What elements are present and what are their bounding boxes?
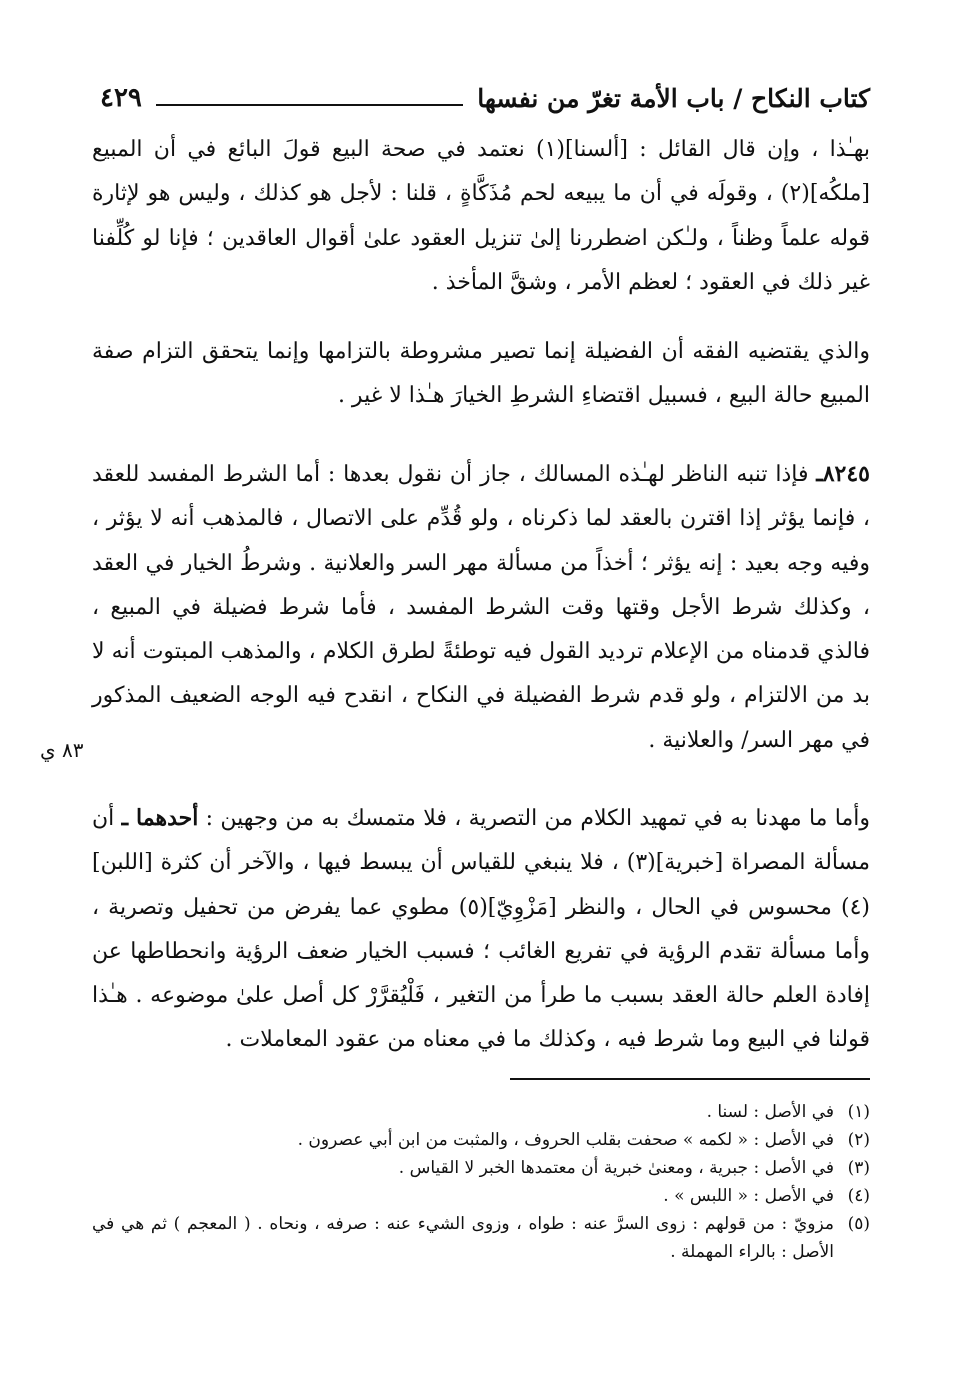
paragraph-3-text: فإذا تنبه الناظر لهـٰذه المسالك ، جاز أن نقول بعدها : أما الشرط المفسد للعقد ، فإنما يؤثر إذا اقترن بالعقد لما ذكرناه ، ولو قُدِّم على الاتصال ، فالمذهب أنه لا يؤثر ، وفيه وجه بعيد : إنه يؤثر ؛ أخذاً من مسألة مهر السر والعلانية . وشرطُ الخيار في العقد ، وكذلك شرط الأجل وقتها وقت الشرط المفسد ، فأما شرط فضيلة في المبيع ، فالذي قدمناه من الإعلام ترديد القول فيه توطئةً لطرق الكلام ، والمذهب المبتوت أنه لا بد من الالتزام ، ولو قدم شرط الفضيلة في النكاح ، انقدح فيه الوجه الضعيف المذكور في مهر السر/ والعلانية .	[92, 462, 870, 753]
footnote-text: في الأصل : جبرية ، ومعنىٰ خبرية أن معتمدها الخبر لا القياس .	[398, 1158, 834, 1178]
paragraph-1	[92, 128, 870, 305]
footnote	[92, 1182, 870, 1210]
page-number: ٤٢٩	[100, 83, 142, 113]
footnote-number: (٢)	[847, 1130, 870, 1150]
paragraph-1-text: بهـٰذا ، وإن قال القائل : [ألسنا](١) نعتمد في صحة البيع قولَ البائع في أن المبيع [ملكُه](٢) ، وقولَه في أن ما يبيعه لحم مُذَكَّاةٍ ، قلنا : لأجل هو كذلك ، وليس هو لإثارة قوله علماً وظناً ، ولـٰكن اضطررنا إلىٰ تنزيل العقود علىٰ أقوال العاقدين ؛ فإنا لو كُلِّفنا غير ذلك في العقود ؛ لعظم الأمر ، وشقَّ المأخذ .	[92, 137, 870, 295]
footnote-number: (٣)	[847, 1158, 870, 1178]
footnote-text: في الأصل : لسنا .	[706, 1102, 834, 1122]
footnote	[92, 1154, 870, 1182]
running-header	[100, 78, 870, 118]
footnote-rule	[510, 1078, 870, 1080]
footnotes	[92, 1098, 870, 1266]
footnote	[92, 1098, 870, 1126]
footnote-number: (٤)	[847, 1186, 870, 1206]
footnote	[92, 1210, 870, 1266]
header-title: كتاب النكاح / باب الأمة تغرّ من نفسها	[477, 83, 870, 113]
footnote-text: في الأصل : « لكمه » صحفت بقلب الحروف ، والمثبت من ابن أبي عصرون .	[297, 1130, 834, 1150]
paragraph-3	[92, 452, 870, 763]
footnote-number: (٥)	[847, 1214, 870, 1234]
paragraph-2	[92, 330, 870, 419]
paragraph-4-text-a: وأما ما مهدنا به في تمهيد الكلام من التصرية ، فلا متمسك به من وجهين :	[198, 806, 871, 831]
footnote-text: مزويّ : من قولهم : زوى السرَّ عنه : طواه ، وزوى الشيء عنه : صرفه ، ونحاه . ( المعجم ) ثم هي في الأصل : بالراء المهملة .	[92, 1214, 834, 1262]
footnote-text: في الأصل : « اللبس » .	[663, 1186, 834, 1206]
paragraph-4	[92, 796, 870, 1063]
header-rule	[156, 104, 463, 106]
paragraph-4-text-b: أن مسألة المصراة [خبرية](٣) ، فلا ينبغي للقياس أن يبسط فيها ، والآخر أن كثرة [اللبن](٤) محسوس في الحال ، والنظر [مَزْوِيّ](٥) مطوي عما يفرض من تحفيل وتصرية ، وأما مسألة تقدم الرؤية في تفريع الغائب ؛ فسبب الخيار ضعف الرؤية وانحطاطها عن إفادة العلم حالة العقد بسبب ما طرأ من التغير ، فَلْيُقرَّرْ كل أصل علىٰ موضوعه . هـٰذا قولنا في البيع وما شرط فيه ، وكذلك ما في معناه من عقود المعاملات .	[92, 806, 871, 1053]
paragraph-2-text: والذي يقتضيه الفقه أن الفضيلة إنما تصير مشروطة بالتزامها وإنما يتحقق التزام صفة المبيع حالة البيع ، فسبيل اقتضاءِ الشرطِ الخيارَ هـٰذا لا غير .	[92, 339, 870, 409]
footnote	[92, 1126, 870, 1154]
footnote-number: (١)	[847, 1102, 870, 1122]
margin-note: ٨٣ ي	[40, 738, 84, 762]
paragraph-number: ٨٢٤٥ـ	[816, 461, 870, 487]
paragraph-4-bold: أحدهما ـ	[121, 805, 199, 831]
